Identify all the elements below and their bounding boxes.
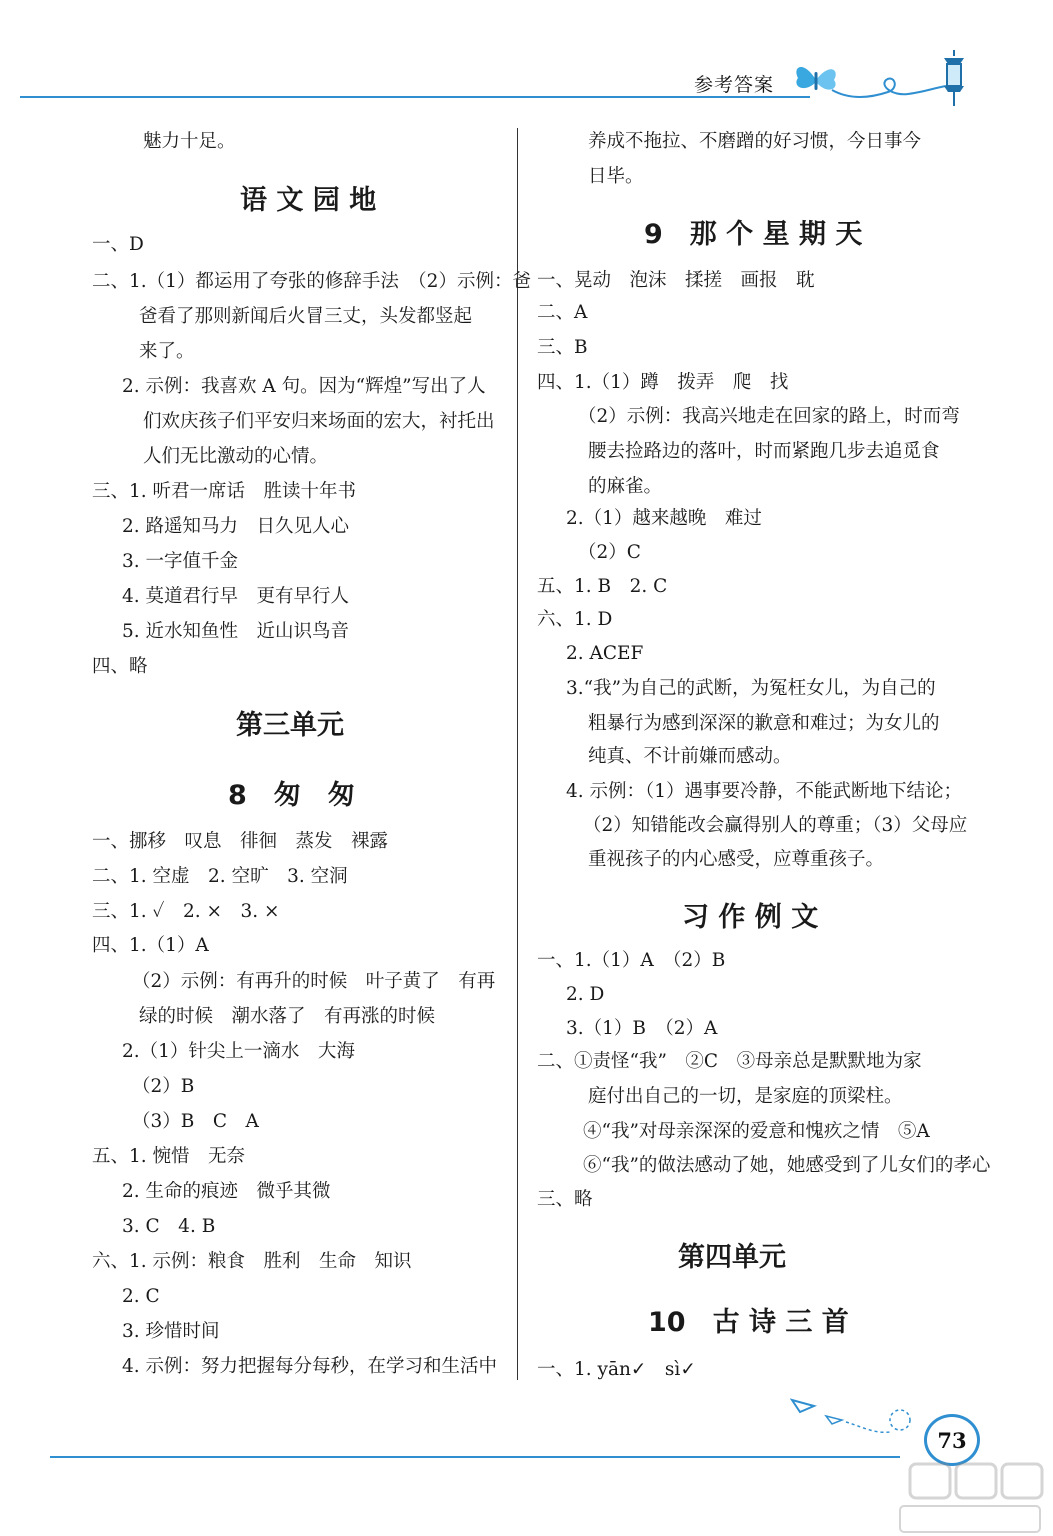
text-line: （2）示例：有再升的时候 叶子黄了 有再 [132, 971, 496, 992]
text-line: 人们无比激动的心情。 [143, 446, 329, 467]
text-line: 四、1.（1）蹲 拨弄 爬 找 [537, 372, 789, 393]
text-line: 2. D [566, 984, 605, 1005]
text-line: 三、1. ✓ 2. × 3. × [92, 901, 280, 922]
text-line: 2.（1）越来越晚 难过 [566, 508, 762, 529]
text-line: （2）知错能改会赢得别人的尊重；（3）父母应 [583, 815, 968, 836]
text-line: 4. 示例：（1）遇事要冷静，不能武断地下结论； [566, 781, 963, 802]
text-line: 2. C [122, 1286, 160, 1307]
unit-heading: 第三单元 [236, 710, 344, 741]
text-line: 来了。 [139, 341, 195, 362]
lamp-icon [936, 48, 972, 108]
text-line: 二、①责怪“我” ②C ③母亲总是默默地为家 [537, 1051, 922, 1072]
text-line: 五、1. 惋惜 无奈 [92, 1146, 246, 1167]
text-line: 二、1. 空虚 2. 空旷 3. 空洞 [92, 866, 348, 887]
text-line: 纯真、不计前嫌而感动。 [588, 746, 792, 767]
text-line: 4. 莫道君行早 更有早行人 [122, 586, 350, 607]
text-line: 六、1. 示例：粮食 胜利 生命 知识 [92, 1251, 412, 1272]
text-line: 3.“我”为自己的武断，为冤枉女儿，为自己的 [566, 678, 936, 699]
text-line: 六、1. D [537, 609, 613, 630]
header-rule [20, 96, 810, 98]
text-line: 一、D [92, 234, 144, 255]
watermark-logo-icon [880, 1460, 1053, 1536]
text-line: 2. 示例：我喜欢 A 句。因为“辉煌”写出了人 [122, 376, 486, 397]
text-line: 3. C 4. B [122, 1216, 216, 1237]
text-line: （3）B C A [132, 1111, 259, 1132]
text-line: 养成不拖拉、不磨蹭的好习惯，今日事今 [588, 131, 922, 152]
text-line: 二、1.（1）都运用了夸张的修辞手法 （2）示例：爸 [92, 271, 531, 292]
text-line: 们欢庆孩子们平安归来场面的宏大，衬托出 [143, 411, 495, 432]
footer-rule [50, 1456, 900, 1458]
section-heading: 语 文 园 地 [240, 185, 377, 216]
text-line: 一、1. yān✓ sì✓ [537, 1359, 696, 1380]
section-heading: 习 作 例 文 [682, 902, 819, 933]
text-line: （2）B [132, 1076, 195, 1097]
text-line: 一、挪移 叹息 徘徊 蒸发 裸露 [92, 831, 389, 852]
column-divider [517, 128, 518, 1380]
text-line: （2）示例：我高兴地走在回家的路上，时而弯 [578, 406, 960, 427]
lesson-heading: 9 那 个 星 期 天 [644, 219, 863, 250]
text-line: 日毕。 [588, 166, 644, 187]
text-line: 三、B [537, 337, 588, 358]
header-title: 参考答案 [694, 74, 775, 96]
unit-heading: 第四单元 [678, 1242, 786, 1273]
text-line: （2）C [578, 542, 641, 563]
text-line: 腰去捡路边的落叶，时而紧跑几步去追觅食 [588, 441, 940, 462]
text-line: 一、晃动 泡沫 揉搓 画报 耽 [537, 270, 815, 291]
text-line: 魅力十足。 [143, 131, 236, 152]
text-line: 4. 示例：努力把握每分每秒，在学习和生活中 [122, 1356, 498, 1377]
text-line: 2.（1）针尖上一滴水 大海 [122, 1041, 355, 1062]
text-line: 3. 珍惜时间 [122, 1321, 220, 1342]
text-line: 粗暴行为感到深深的歉意和难过；为女儿的 [588, 713, 940, 734]
text-line: 四、略 [92, 656, 148, 677]
text-line: 爸看了那则新闻后火冒三丈，头发都竖起 [139, 306, 473, 327]
text-line: 五、1. B 2. C [537, 576, 668, 597]
text-line: 5. 近水知鱼性 近山识鸟音 [122, 621, 350, 642]
text-line: 庭付出自己的一切，是家庭的顶梁柱。 [588, 1086, 903, 1107]
text-line: 一、1.（1）A （2）B [537, 950, 726, 971]
text-line: 2. ACEF [566, 643, 644, 664]
page-number: 73 [924, 1414, 980, 1466]
lesson-heading: 10 古 诗 三 首 [648, 1307, 849, 1338]
swirl-decoration-icon [830, 62, 950, 102]
paper-plane-decoration-icon [790, 1390, 940, 1450]
page-header [0, 0, 1053, 110]
text-line: 绿的时候 潮水落了 有再涨的时候 [139, 1006, 436, 1027]
text-line: 四、1.（1）A [92, 935, 209, 956]
text-line: 三、1. 听君一席话 胜读十年书 [92, 481, 357, 502]
text-line: 3. 一字值千金 [122, 551, 239, 572]
text-line: 3.（1）B （2）A [566, 1018, 718, 1039]
text-line: 三、略 [537, 1189, 593, 1210]
text-line: 二、A [537, 302, 588, 323]
text-line: ⑥“我”的做法感动了她，她感受到了儿女们的孝心 [583, 1155, 991, 1176]
lesson-heading: 8 匆 匆 [228, 780, 355, 811]
text-line: 2. 路遥知马力 日久见人心 [122, 516, 350, 537]
text-line: ④“我”对母亲深深的爱意和愧疚之情 ⑤A [583, 1121, 930, 1142]
text-line: 2. 生命的痕迹 微乎其微 [122, 1181, 331, 1202]
text-line: 的麻雀。 [588, 476, 663, 497]
text-line: 重视孩子的内心感受，应尊重孩子。 [588, 849, 885, 870]
